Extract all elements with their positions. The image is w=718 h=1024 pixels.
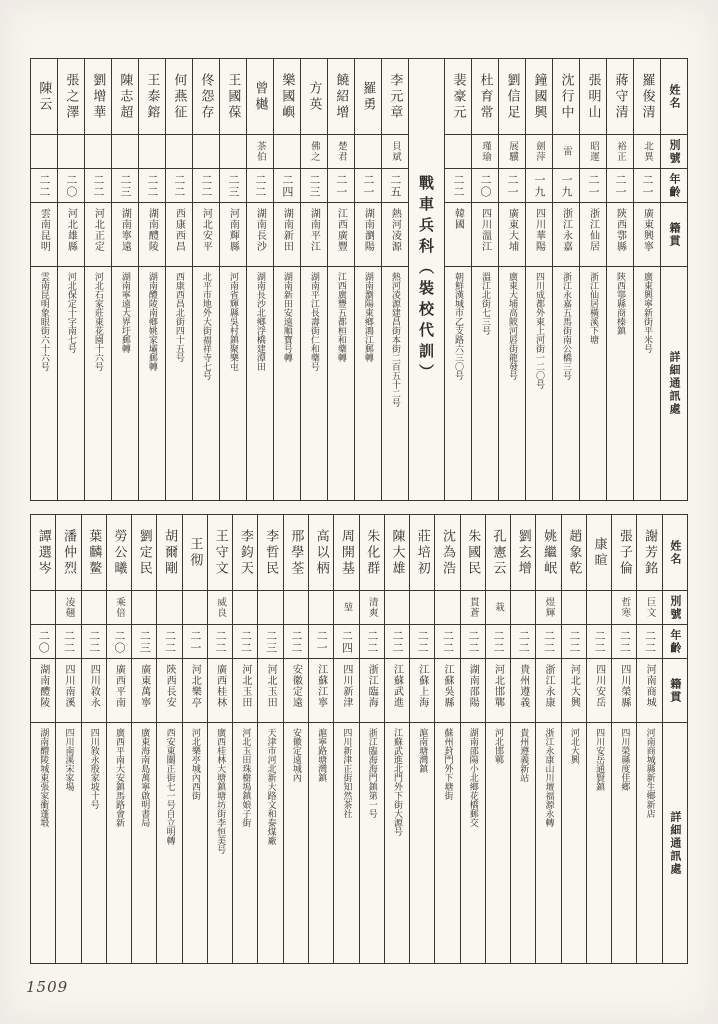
person-address: 湖南新田安遠順寶号轉	[281, 272, 292, 362]
person-age: 二二	[587, 625, 611, 659]
person-name: 杜育常	[472, 59, 498, 135]
person-column	[31, 515, 55, 963]
person-origin: 四川華陽	[526, 203, 552, 267]
person-origin: 湖南醴陵	[31, 659, 55, 723]
person-column	[510, 515, 535, 963]
person-origin: 湖南平江	[301, 203, 327, 267]
person-address: 湖南瀏陽東鄉鴻江郵轉	[362, 272, 373, 362]
person-origin: 河北樂亭	[183, 659, 207, 723]
person-age: 二〇	[472, 169, 498, 203]
person-name: 王守文	[208, 515, 232, 591]
person-column	[434, 515, 459, 963]
person-origin: 湖南新田	[274, 203, 300, 267]
person-origin: 河北正定	[85, 203, 111, 267]
person-age: 二二	[536, 625, 560, 659]
person-age: 二一	[355, 169, 381, 203]
person-age: 二二	[247, 169, 273, 203]
person-alias: 佛之	[301, 135, 327, 169]
person-alias	[445, 135, 471, 169]
person-name: 張之澤	[58, 59, 84, 135]
person-address: 河北玉田珠樹塢鎮娘子街	[240, 728, 251, 827]
person-name: 王國葆	[220, 59, 246, 135]
person-address: 湖南醴陵南鄉姚家壩郵轉	[146, 272, 157, 371]
person-column	[106, 515, 131, 963]
header-column	[662, 515, 687, 963]
person-address: 四川敘永殷家坡十号	[88, 728, 99, 809]
person-address: 雲南昆明象眼街六十六号	[38, 272, 49, 371]
person-origin: 河北安平	[193, 203, 219, 267]
person-name: 勞公曦	[107, 515, 131, 591]
person-alias: 威良	[208, 591, 232, 625]
person-alias: 劍萍	[526, 135, 552, 169]
person-address: 安徽定遠城內	[290, 728, 301, 782]
person-address: 河北石家莊東花園十六号	[92, 272, 103, 371]
person-age: 二〇	[107, 625, 131, 659]
person-name: 張子倫	[612, 515, 636, 591]
person-origin: 韓國	[445, 203, 471, 267]
person-column	[586, 515, 611, 963]
person-name: 劉信足	[499, 59, 525, 135]
person-age: 二二	[85, 169, 111, 203]
person-column	[300, 59, 327, 500]
person-alias	[85, 135, 111, 169]
person-origin: 安徽定遠	[284, 659, 308, 723]
person-column	[31, 59, 57, 500]
person-address: 西康西昌北街四十五号	[173, 272, 184, 362]
section-title-column	[408, 59, 444, 500]
person-age: 二二	[284, 625, 308, 659]
person-alias	[166, 135, 192, 169]
header-name: 姓名	[663, 515, 687, 591]
person-alias	[132, 591, 156, 625]
person-age: 二二	[612, 625, 636, 659]
person-origin: 陝西鄠縣	[607, 203, 633, 267]
person-name: 李鈞天	[233, 515, 257, 591]
person-alias: 凌翹	[56, 591, 80, 625]
person-alias	[220, 135, 246, 169]
person-alias	[183, 591, 207, 625]
person-age: 一九	[526, 169, 552, 203]
person-alias: 茶伯	[247, 135, 273, 169]
person-address: 北平市地外大街福祥寺七号	[200, 272, 211, 380]
person-address: 西安東關正街七一号自立明轉	[164, 728, 175, 845]
person-address: 廣西桂林大塘鎮塘坊街李恒美号	[215, 728, 226, 854]
person-name: 佟怨存	[193, 59, 219, 135]
person-origin: 河北玉田	[258, 659, 282, 723]
person-column	[611, 515, 636, 963]
person-name: 曾樾	[247, 59, 273, 135]
person-column	[444, 59, 471, 500]
person-alias: 巨文	[637, 591, 661, 625]
person-age: 二一	[634, 169, 660, 203]
person-origin: 湖南瀏陽	[355, 203, 381, 267]
person-name: 鐘國興	[526, 59, 552, 135]
person-origin: 浙江仙居	[580, 203, 606, 267]
header-name: 姓名	[661, 59, 687, 135]
person-name: 高以柄	[309, 515, 333, 591]
person-name: 何燕征	[166, 59, 192, 135]
person-origin: 四川敘永	[82, 659, 106, 723]
person-alias	[284, 591, 308, 625]
person-name: 李元章	[382, 59, 408, 135]
person-name: 饒紹增	[328, 59, 354, 135]
person-address: 江蘇武進北門外下街大源号	[391, 728, 402, 836]
header-age: 年齡	[661, 169, 687, 203]
person-column	[131, 515, 156, 963]
person-column	[327, 59, 354, 500]
person-alias: 北異	[634, 135, 660, 169]
person-origin: 河北玉田	[233, 659, 257, 723]
person-address: 河北邯鄲	[493, 728, 504, 764]
person-origin: 浙江臨海	[360, 659, 384, 723]
person-alias	[82, 591, 106, 625]
person-age: 二一	[183, 625, 207, 659]
person-name: 方英	[301, 59, 327, 135]
person-alias: 栽	[486, 591, 510, 625]
person-origin: 廣東萬寧	[132, 659, 156, 723]
person-age: 二〇	[31, 625, 55, 659]
person-age: 二二	[56, 625, 80, 659]
person-age: 二二	[385, 625, 409, 659]
person-name: 張明山	[580, 59, 606, 135]
person-age: 二二	[157, 625, 181, 659]
section-title: 戰車兵科（裝校代訓）	[416, 174, 435, 385]
person-age: 二一	[499, 169, 525, 203]
person-address: 河北保定十字南七号	[65, 272, 76, 353]
person-alias	[435, 591, 459, 625]
person-address: 浙江永康山川壇福源永轉	[543, 728, 554, 827]
person-alias	[274, 135, 300, 169]
person-age: 二三	[301, 169, 327, 203]
person-column	[498, 59, 525, 500]
person-age: 二二	[31, 169, 57, 203]
person-origin: 江蘇武進	[385, 659, 409, 723]
person-origin: 陝西長安	[157, 659, 181, 723]
person-alias: 昭運	[580, 135, 606, 169]
person-column	[485, 515, 510, 963]
person-column	[138, 59, 165, 500]
person-origin: 江西廣豐	[328, 203, 354, 267]
person-alias	[258, 591, 282, 625]
roster-table-top	[30, 58, 688, 501]
person-alias	[58, 135, 84, 169]
person-age: 二二	[166, 169, 192, 203]
person-address: 廣東海南島萬寧啟明書局	[139, 728, 150, 827]
person-name: 沈為浩	[435, 515, 459, 591]
person-column	[246, 59, 273, 500]
person-alias	[410, 591, 434, 625]
person-alias	[587, 591, 611, 625]
person-column	[633, 59, 660, 500]
person-address: 貴州遵義新站	[518, 728, 529, 782]
person-name: 譚選岑	[31, 515, 55, 591]
person-origin: 雲南昆明	[31, 203, 57, 267]
person-alias	[355, 135, 381, 169]
person-address: 湖南長沙北鄉浮橋建潭田	[254, 272, 265, 371]
person-origin: 湖南長沙	[247, 203, 273, 267]
person-alias: 乘倍	[107, 591, 131, 625]
person-origin: 江蘇上海	[410, 659, 434, 723]
person-name: 莊培初	[410, 515, 434, 591]
person-alias	[139, 135, 165, 169]
person-column	[232, 515, 257, 963]
person-origin: 熱河凌源	[382, 203, 408, 267]
person-column	[308, 515, 333, 963]
person-age: 二二	[139, 169, 165, 203]
person-alias	[511, 591, 535, 625]
person-column	[55, 515, 80, 963]
person-name: 沈行中	[553, 59, 579, 135]
page-number: 1509	[26, 978, 69, 996]
person-column	[606, 59, 633, 500]
person-address: 天津市河北新大路文和泰煤廠	[265, 728, 276, 845]
person-address: 熱河凌源建昌街本街二百五十二号	[389, 272, 400, 407]
person-column	[460, 515, 485, 963]
person-column	[84, 59, 111, 500]
person-column	[207, 515, 232, 963]
person-address: 河北樂亭城內西街	[189, 728, 200, 800]
person-name: 胡爾剛	[157, 515, 181, 591]
person-alias	[385, 591, 409, 625]
person-origin: 河北大興	[562, 659, 586, 723]
person-column	[535, 515, 560, 963]
person-address: 陝西鄠縣商榛鎮	[615, 272, 625, 335]
person-age: 二二	[511, 625, 535, 659]
person-age: 二一	[309, 625, 333, 659]
person-name: 裴豪元	[445, 59, 471, 135]
person-name: 邢學荃	[284, 515, 308, 591]
person-age: 二二	[360, 625, 384, 659]
person-alias: 煜輝	[536, 591, 560, 625]
person-origin: 四川溫江	[472, 203, 498, 267]
person-origin: 河南輝縣	[220, 203, 246, 267]
person-alias	[112, 135, 138, 169]
person-origin: 四川南溪	[56, 659, 80, 723]
person-column	[333, 515, 358, 963]
person-origin: 四川榮縣	[612, 659, 636, 723]
person-column	[111, 59, 138, 500]
header-origin: 籍貫	[663, 659, 687, 723]
person-name: 王泰鎔	[139, 59, 165, 135]
person-age: 二〇	[58, 169, 84, 203]
person-age: 一九	[553, 169, 579, 203]
person-name: 陳大雄	[385, 515, 409, 591]
person-address: 河南省輝縣吳村鎮聚樂屯	[227, 272, 238, 371]
person-origin: 河南商城	[637, 659, 661, 723]
person-address: 四川南溪宋家場	[63, 728, 74, 791]
person-name: 劉定民	[132, 515, 156, 591]
person-alias: 瑾瑜	[472, 135, 498, 169]
person-column	[165, 59, 192, 500]
person-column	[257, 515, 282, 963]
person-age: 二二	[193, 169, 219, 203]
person-age: 二二	[637, 625, 661, 659]
person-name: 周開基	[334, 515, 358, 591]
person-age: 二二	[435, 625, 459, 659]
person-age: 二三	[220, 169, 246, 203]
person-origin: 河北雄縣	[58, 203, 84, 267]
person-column	[636, 515, 661, 963]
person-address: 滬南塘灣鎮	[417, 728, 428, 773]
person-name: 陳云	[31, 59, 57, 135]
person-alias	[31, 135, 57, 169]
person-address: 湖南邵陽小北鄉花橋郵交	[467, 728, 478, 827]
person-name: 趙象乾	[562, 515, 586, 591]
person-origin: 河北邯鄲	[486, 659, 510, 723]
person-origin: 廣東大埔	[499, 203, 525, 267]
person-name: 謝芳銘	[637, 515, 661, 591]
person-name: 羅勇	[355, 59, 381, 135]
person-origin: 廣東興寧	[634, 203, 660, 267]
person-name: 蔣守清	[607, 59, 633, 135]
person-column	[359, 515, 384, 963]
header-age: 年齡	[663, 625, 687, 659]
person-name: 羅俊清	[634, 59, 660, 135]
person-address: 湖南醴陵城東張家衝蓬塅	[38, 728, 49, 827]
roster-table-bottom	[30, 514, 688, 964]
person-name: 樂國嶼	[274, 59, 300, 135]
person-address: 朝鮮漢城市乙支路六三〇号	[453, 272, 463, 380]
person-age: 二二	[461, 625, 485, 659]
header-address: 詳細通訊處	[668, 351, 681, 416]
person-age: 二三	[132, 625, 156, 659]
person-alias: 清爽	[360, 591, 384, 625]
person-origin: 四川安岳	[587, 659, 611, 723]
person-address: 廣東大埔高陂河唇街龍發号	[507, 272, 517, 380]
person-origin: 浙江永嘉	[553, 203, 579, 267]
person-origin: 江蘇江寧	[309, 659, 333, 723]
person-alias	[193, 135, 219, 169]
person-origin: 浙江永康	[536, 659, 560, 723]
person-alias	[309, 591, 333, 625]
person-address: 廣東興寧新街平米号	[642, 272, 652, 353]
person-column	[579, 59, 606, 500]
person-column	[354, 59, 381, 500]
person-age: 二四	[274, 169, 300, 203]
person-origin: 湖南醴陵	[139, 203, 165, 267]
person-origin: 西康西昌	[166, 203, 192, 267]
person-address: 江西廣豐五都桓和藥轉	[335, 272, 346, 362]
person-column	[525, 59, 552, 500]
person-age: 二二	[410, 625, 434, 659]
person-column	[182, 515, 207, 963]
person-name: 王彻	[183, 515, 207, 591]
person-column	[156, 515, 181, 963]
person-address: 浙江永嘉五馬街南公橋三号	[561, 272, 571, 380]
person-address: 四川安岳通賢鎮	[594, 728, 605, 791]
person-address: 湖南平江長壽街仁和藥号	[308, 272, 319, 371]
person-column	[273, 59, 300, 500]
header-alias: 別號	[661, 135, 687, 169]
person-age: 二二	[208, 625, 232, 659]
person-age: 二三	[258, 625, 282, 659]
person-age: 二一	[580, 169, 606, 203]
person-address: 廣西平南大安鎮馬路會新	[114, 728, 125, 827]
person-address: 浙江臨海海門鎮第一号	[366, 728, 377, 818]
header-origin: 籍貫	[661, 203, 687, 267]
person-age: 二二	[82, 625, 106, 659]
person-origin: 廣西桂林	[208, 659, 232, 723]
person-name: 朱國民	[461, 515, 485, 591]
person-alias	[157, 591, 181, 625]
person-alias: 哲寒	[612, 591, 636, 625]
person-column	[471, 59, 498, 500]
person-column	[381, 59, 408, 500]
person-origin: 湖南邵陽	[461, 659, 485, 723]
person-age: 二二	[562, 625, 586, 659]
person-alias: 展驥	[499, 135, 525, 169]
person-age: 二二	[233, 625, 257, 659]
person-origin: 貴州遵義	[511, 659, 535, 723]
person-origin: 四川新津	[334, 659, 358, 723]
person-age: 二三	[112, 169, 138, 203]
person-name: 康暄	[587, 515, 611, 591]
person-name: 朱化群	[360, 515, 384, 591]
person-column	[384, 515, 409, 963]
person-alias: 貝斌	[382, 135, 408, 169]
person-age: 二一	[607, 169, 633, 203]
person-column	[552, 59, 579, 500]
person-alias: 堃	[334, 591, 358, 625]
header-alias: 別號	[663, 591, 687, 625]
person-address: 滬寧路塘灣鎮	[316, 728, 327, 782]
person-origin: 廣西平南	[107, 659, 131, 723]
person-address: 河南商城縣新生鄉新店	[644, 728, 655, 818]
header-column	[660, 59, 687, 500]
person-address: 四川榮縣度佳鄉	[619, 728, 630, 791]
person-name: 孔憲云	[486, 515, 510, 591]
person-column	[81, 515, 106, 963]
person-column	[57, 59, 84, 500]
person-name: 潘仲烈	[56, 515, 80, 591]
person-alias	[233, 591, 257, 625]
person-address: 四川成都外東上河街一二〇号	[534, 272, 544, 389]
person-alias: 雷	[553, 135, 579, 169]
person-alias	[562, 591, 586, 625]
person-name: 劉玄增	[511, 515, 535, 591]
person-alias: 貫蒼	[461, 591, 485, 625]
person-age: 二二	[445, 169, 471, 203]
person-address: 四川新津正街知然茶社	[341, 728, 352, 818]
person-origin: 湖南寧遠	[112, 203, 138, 267]
person-column	[192, 59, 219, 500]
person-address: 浙江仙居橫溪下塘	[588, 272, 598, 344]
person-name: 李哲民	[258, 515, 282, 591]
person-name: 葉麟鳌	[82, 515, 106, 591]
person-address: 溫江北街七三号	[480, 272, 490, 335]
person-age: 二五	[382, 169, 408, 203]
person-column	[561, 515, 586, 963]
person-alias: 裕正	[607, 135, 633, 169]
person-age: 二二	[486, 625, 510, 659]
person-name: 陳志超	[112, 59, 138, 135]
person-alias: 楚君	[328, 135, 354, 169]
person-age: 二四	[334, 625, 358, 659]
person-age: 二一	[328, 169, 354, 203]
person-column	[409, 515, 434, 963]
person-address: 蘇州葑門外下塘街	[442, 728, 453, 800]
person-name: 姚繼岷	[536, 515, 560, 591]
person-alias	[31, 591, 55, 625]
header-address: 詳細通訊處	[668, 810, 682, 876]
person-address: 湖南寧遠大界圩郵轉	[119, 272, 130, 353]
person-name: 劉增華	[85, 59, 111, 135]
person-address: 河北大興	[568, 728, 579, 764]
person-origin: 江蘇吳縣	[435, 659, 459, 723]
person-column	[283, 515, 308, 963]
person-column	[219, 59, 246, 500]
